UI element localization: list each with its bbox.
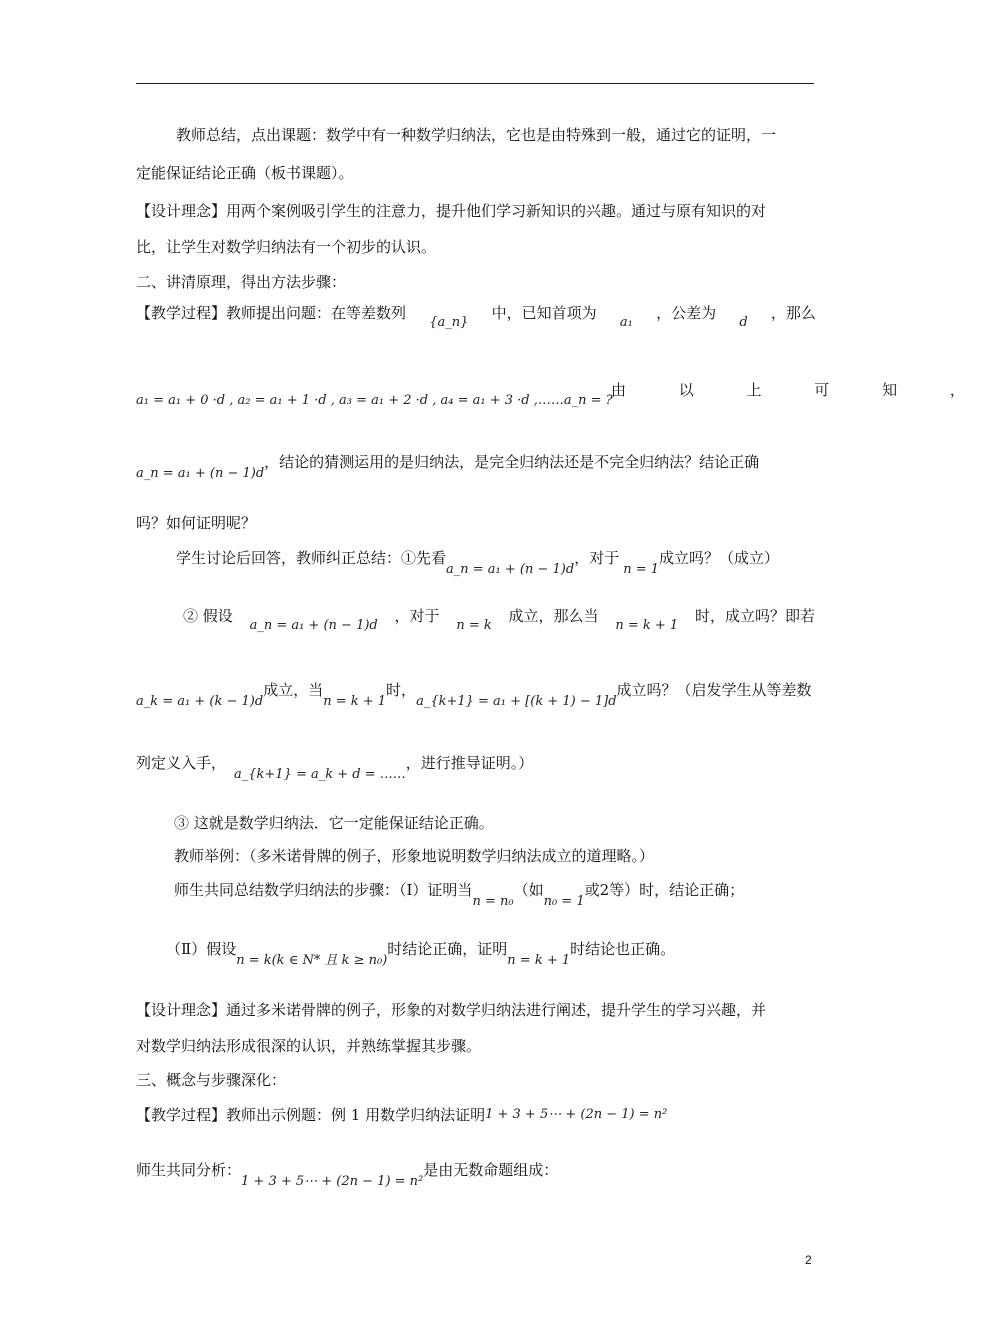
steps-text-a: 师生共同总结数学归纳法的步骤：（Ⅰ）证明当 — [174, 881, 473, 899]
step2-text-c: 成立，那么当 — [508, 607, 599, 625]
step-ii-text-c: 时结论也正确。 — [570, 940, 676, 958]
definition-line — [136, 753, 816, 782]
def-text-a: 列定义入手， — [136, 754, 227, 772]
math-nn0: n = n₀ — [472, 894, 514, 909]
tp-text-d: ，那么 — [770, 304, 816, 322]
math-nk1-3: n = k + 1 — [507, 953, 571, 968]
tp-text-b: 中，已知首项为 — [491, 304, 597, 322]
math-ak: a_k = a₁ + (k − 1)d — [136, 694, 264, 709]
math-list: a₁ = a₁ + 0 ·d , a₂ = a₁ + 1 ·d , a₃ = a₁ + 2 ·d , a₄ = a₁ + 3 ·d ,……a_n = ? — [136, 393, 613, 408]
ak-text-b: 时， — [386, 681, 417, 699]
step2-text-a: ② 假设 — [183, 607, 233, 625]
tp-text-a: 【教学过程】教师提出问题：在等差数列 — [136, 304, 407, 322]
analysis-text-b: 是由无数命题组成： — [423, 1161, 559, 1179]
step-ii-line — [166, 939, 846, 968]
design-concept-1: 【设计理念】用两个案例吸引学生的注意力，提升他们学习新知识的兴趣。通过与原有知识的对 — [136, 202, 767, 220]
ak-line — [136, 680, 816, 709]
step1-text-c: 成立吗？（成立） — [659, 549, 780, 567]
page-number: 2 — [805, 1253, 812, 1267]
text-line-4: 比，让学生对数学归纳法有一个初步的认识。 — [136, 238, 437, 256]
step1-line — [176, 548, 816, 577]
math-a1: a₁ — [619, 315, 633, 330]
math-nk: n = k — [456, 618, 492, 633]
teacher-example-line: 教师举例：（多米诺骨牌的例子，形象地说明数学归纳法成立的道理略。） — [174, 847, 655, 865]
section-heading-3: 三、概念与步骤深化： — [136, 1071, 287, 1089]
steps-text-b: （如 — [513, 881, 544, 899]
steps-text-c: 或2等）时，结论正确； — [584, 881, 745, 899]
text-line-mastery: 对数学归纳法形成很深的认识，并熟练掌握其步骤。 — [136, 1037, 482, 1055]
steps-summary-line — [174, 880, 854, 909]
math-seq: {a_n} — [429, 315, 469, 330]
text-line-2: 定能保证结论正确（板书课题）。 — [136, 164, 354, 182]
step2-text-b: ，对于 — [394, 607, 440, 625]
math-sum: 1 + 3 + 5⋯ + (2n − 1) = n² — [485, 1107, 668, 1122]
formula-line — [136, 452, 816, 481]
text-line-question: 吗？如何证明呢？ — [136, 514, 257, 532]
math-d: d — [739, 315, 748, 330]
conclusion-text: 由 以 上 可 知 ， — [611, 381, 989, 399]
example-line — [136, 1105, 816, 1127]
text-line-1: 教师总结，点出课题：数学中有一种数学归纳法，它也是由特殊到一般，通过它的证明，一 — [176, 126, 777, 144]
math-ak1: a_{k+1} = a₁ + [(k + 1) − 1]d — [416, 694, 617, 709]
math-n0-1: n₀ = 1 — [543, 894, 585, 909]
step2-text-d: 时，成立吗？即若 — [694, 607, 815, 625]
step2-line — [183, 606, 815, 633]
math-ak1d: a_{k+1} = a_k + d = …… — [234, 767, 406, 782]
analysis-text-a: 师生共同分析： — [136, 1161, 242, 1179]
step-ii-text-b: 时结论正确，证明 — [387, 940, 508, 958]
teaching-process-line — [136, 303, 816, 330]
def-text-b: ，进行推导证明。） — [405, 754, 534, 772]
header-rule — [136, 83, 814, 84]
math-nk1-2: n = k + 1 — [323, 694, 387, 709]
math-nk1: n = k + 1 — [615, 618, 679, 633]
step1-text-a: 学生讨论后回答，教师纠正总结：①先看 — [176, 549, 447, 567]
math-formula-2: a_n = a₁ + (n − 1)d — [446, 562, 575, 577]
ak-text-a: 成立，当 — [263, 681, 324, 699]
math-formula-3: a_n = a₁ + (n − 1)d — [249, 618, 378, 633]
math-sum-2: 1 + 3 + 5⋯ + (2n − 1) = n² — [241, 1174, 424, 1189]
step1-text-b: ，对于 — [574, 549, 620, 567]
tp-text-c: ，公差为 — [656, 304, 717, 322]
ak-text-c: 成立吗？（启发学生从等差数 — [616, 681, 812, 699]
step3-line: ③ 这就是数学归纳法．它一定能保证结论正确。 — [174, 814, 494, 832]
step-ii-text-a: （Ⅱ）假设 — [166, 940, 237, 958]
math-induct: n = k(k ∈ N* 且 k ≥ n₀) — [236, 953, 388, 968]
math-n1: n = 1 — [623, 562, 660, 577]
example-text: 【教学过程】教师出示例题：例 1 用数学归纳法证明 — [136, 1106, 486, 1124]
formula-text: ，结论的猜测运用的是归纳法，是完全归纳法还是不完全归纳法？结论正确 — [264, 453, 760, 471]
design-concept-2: 【设计理念】通过多米诺骨牌的例子，形象的对数学归纳法进行阐述，提升学生的学习兴趣，并 — [136, 1001, 767, 1019]
sequence-list-line — [136, 380, 989, 408]
math-formula: a_n = a₁ + (n − 1)d — [136, 466, 265, 481]
section-heading-2: 二、讲清原理，得出方法步骤： — [136, 273, 347, 291]
analysis-line — [136, 1160, 816, 1189]
